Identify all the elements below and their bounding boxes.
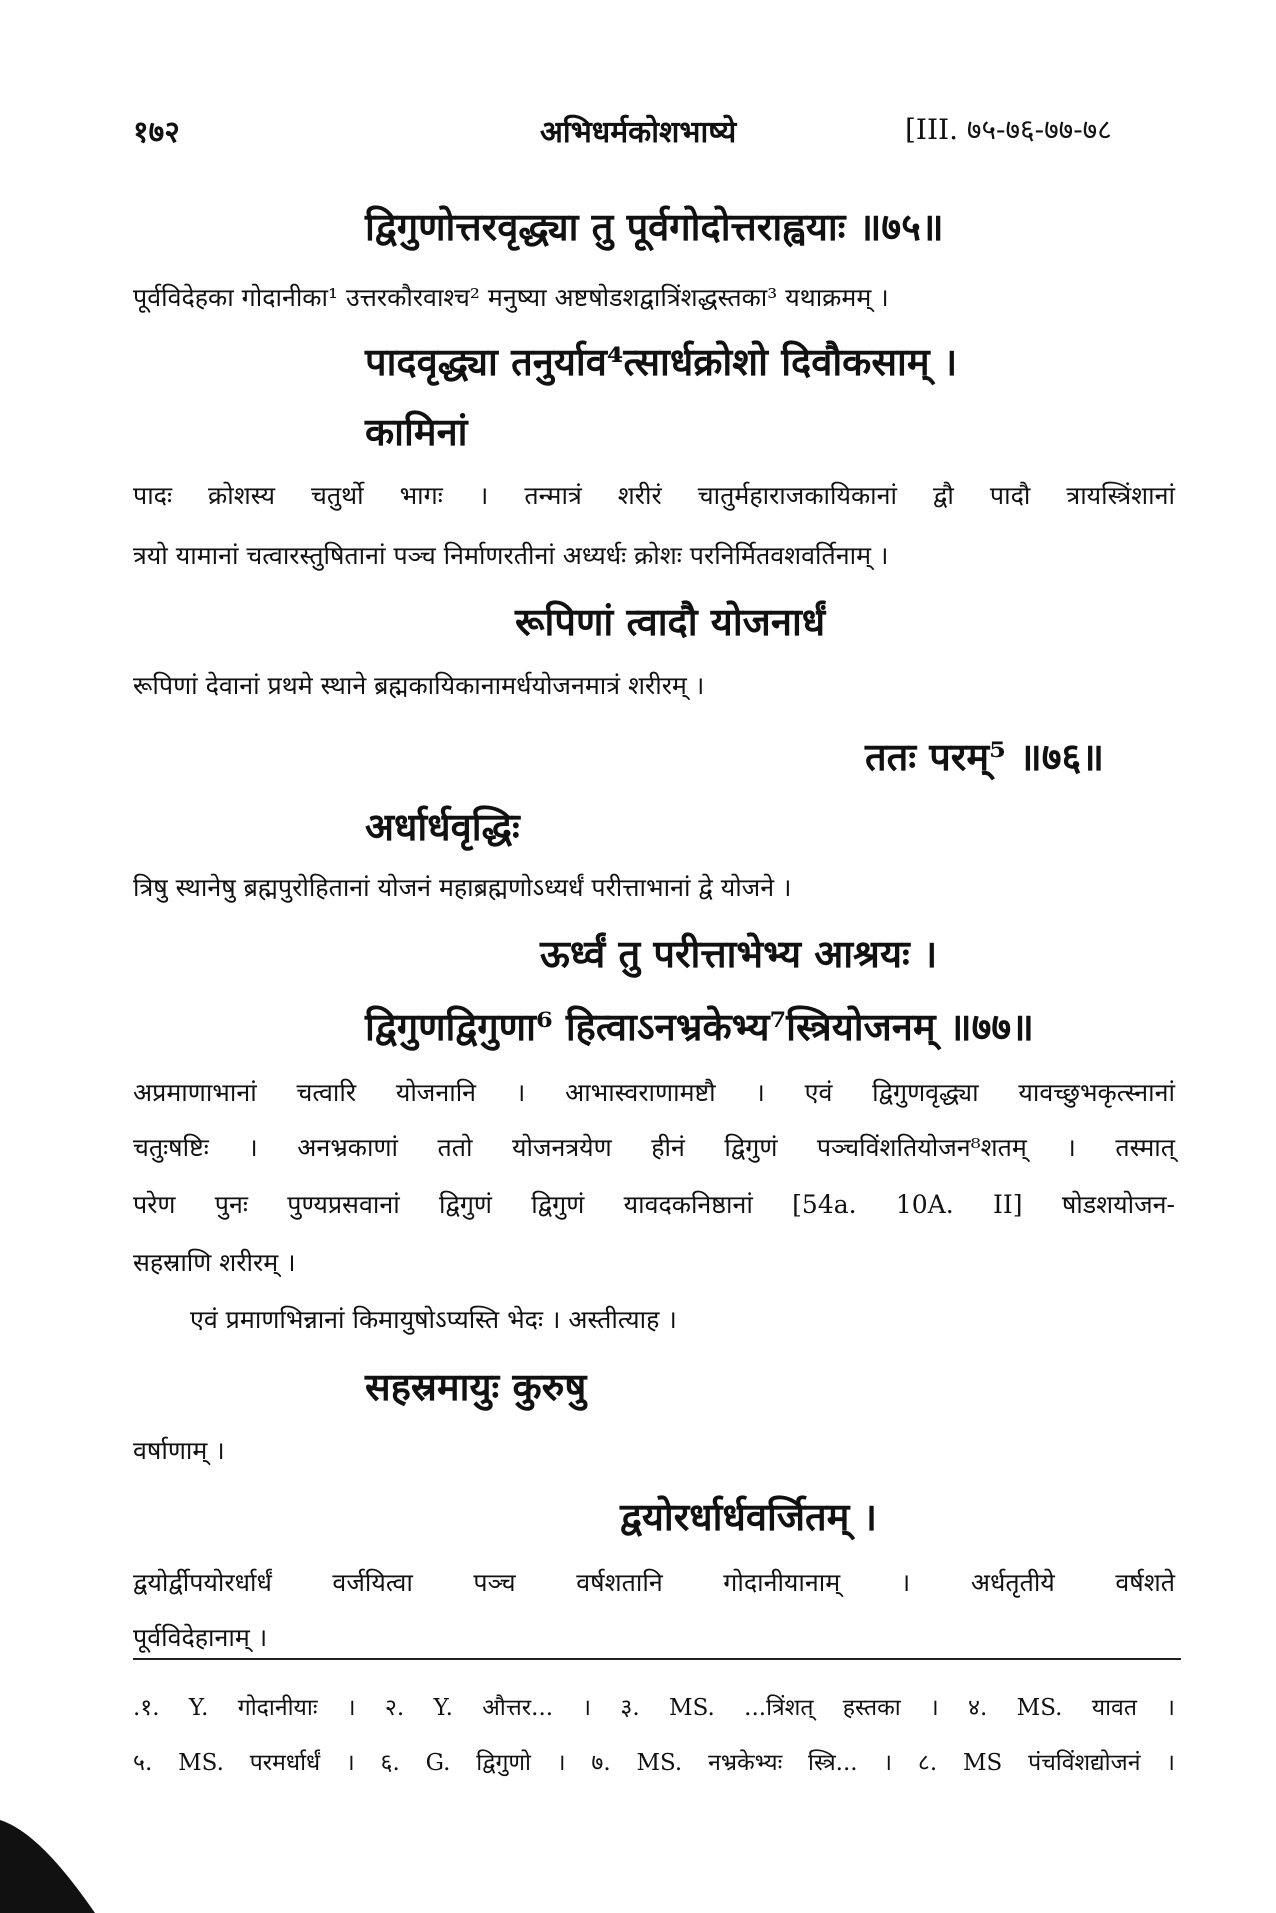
page-number: १७२ bbox=[133, 115, 180, 150]
prose-line: द्वयोर्द्वीपयोरर्धार्धं वर्जयित्वा पञ्च वर्षशतानि गोदानीयानाम् । अर्धतृतीये वर्षशते bbox=[133, 1568, 1175, 1597]
verse-76: ततः परम्⁵ ॥७६॥ bbox=[865, 734, 1104, 779]
prose-line: त्रयो यामानां चत्वारस्तुषितानां पञ्च निर्माणरतीनां अध्यर्धः क्रोशः परनिर्मितवशवर्तिनाम् । bbox=[133, 541, 889, 570]
prose-line: पादः क्रोशस्य चतुर्थो भागः । तन्मात्रं शरीरं चातुर्महाराजकायिकानां द्वौ पादौ त्रायस्त्रिंशानां bbox=[133, 481, 1175, 510]
prose-line: वर्षाणाम् । bbox=[133, 1436, 225, 1465]
verse-75-b: पादवृद्ध्या तनुर्याव⁴त्सार्धक्रोशो दिवौकसाम् । bbox=[365, 339, 958, 384]
prose-line: रूपिणां देवानां प्रथमे स्थाने ब्रह्मकायिकानामर्धयोजनमात्रं शरीरम् । bbox=[133, 671, 705, 700]
verse-76-b: अर्धार्धवृद्धिः bbox=[365, 804, 520, 849]
verse-75-c: कामिनां bbox=[365, 409, 468, 454]
footnote-divider bbox=[133, 1658, 1181, 1660]
verse-75: द्विगुणोत्तरवृद्ध्या तु पूर्वगोदोत्तराह्वयाः ॥७५॥ bbox=[365, 204, 944, 249]
verse-78-a: सहस्रमायुः कुरुषु bbox=[365, 1364, 587, 1409]
prose-line: सहस्राणि शरीरम् । bbox=[133, 1248, 296, 1277]
prose-line: अप्रमाणाभानां चत्वारि योजनानि । आभास्वराणामष्टौ । एवं द्विगुणवृद्ध्या यावच्छुभकृत्स्नानां bbox=[133, 1078, 1175, 1107]
running-title: अभिधर्मकोशभाष्ये bbox=[540, 115, 737, 150]
verse-77-a: ऊर्ध्वं तु परीत्ताभेभ्य आश्रयः । bbox=[540, 931, 938, 976]
prose-line: एवं प्रमाणभिन्नानां किमायुषोऽप्यस्ति भेदः । अस्तीत्याह । bbox=[190, 1305, 677, 1334]
prose-line: परेण पुनः पुण्यप्रसवानां द्विगुणं द्विगुणं यावदकनिष्ठानां [54a. 10A. II] षोडशयोजन- bbox=[133, 1190, 1175, 1219]
footnote-line: ५. MS. परमर्धार्धं । ६. G. द्विगुणो । ७. MS. नभ्रकेभ्यः स्त्रि... । ८. MS पंचविंशद्योजनं । bbox=[133, 1750, 1175, 1776]
prose-line: पूर्वविदेहका गोदानीका¹ उत्तरकौरवाश्च² मनुष्या अष्टषोडशद्वात्रिंशद्धस्तका³ यथाक्रमम् । bbox=[133, 283, 889, 312]
verse-77-b: द्विगुणद्विगुणा⁶ हित्वाऽनभ्रकेभ्य⁷स्त्रियोजनम् ॥७७॥ bbox=[365, 1004, 1034, 1049]
verse-75-d: रूपिणां त्वादौ योजनार्धं bbox=[515, 599, 826, 644]
footnote-line: .१. Y. गोदानीयाः । २. Y. औत्तर... । ३. MS. ...त्रिंशत् हस्तका । ४. MS. यावत । bbox=[133, 1695, 1175, 1721]
verse-78-b: द्वयोरर्धार्धवर्जितम् । bbox=[620, 1494, 878, 1539]
prose-line: चतुःषष्टिः । अनभ्रकाणां ततो योजनत्रयेण हीनं द्विगुणं पञ्चविंशतियोजन⁸शतम् । तस्मात् bbox=[133, 1133, 1175, 1162]
prose-line: त्रिषु स्थानेषु ब्रह्मपुरोहितानां योजनं महाब्रह्मणोऽध्यर्धं परीत्ताभानां द्वे योजने । bbox=[133, 873, 792, 902]
scan-shadow bbox=[0, 1820, 100, 1913]
prose-line: पूर्वविदेहानाम् । bbox=[133, 1623, 268, 1652]
section-reference: [III. ७५-७६-७७-७८ bbox=[905, 113, 1112, 146]
